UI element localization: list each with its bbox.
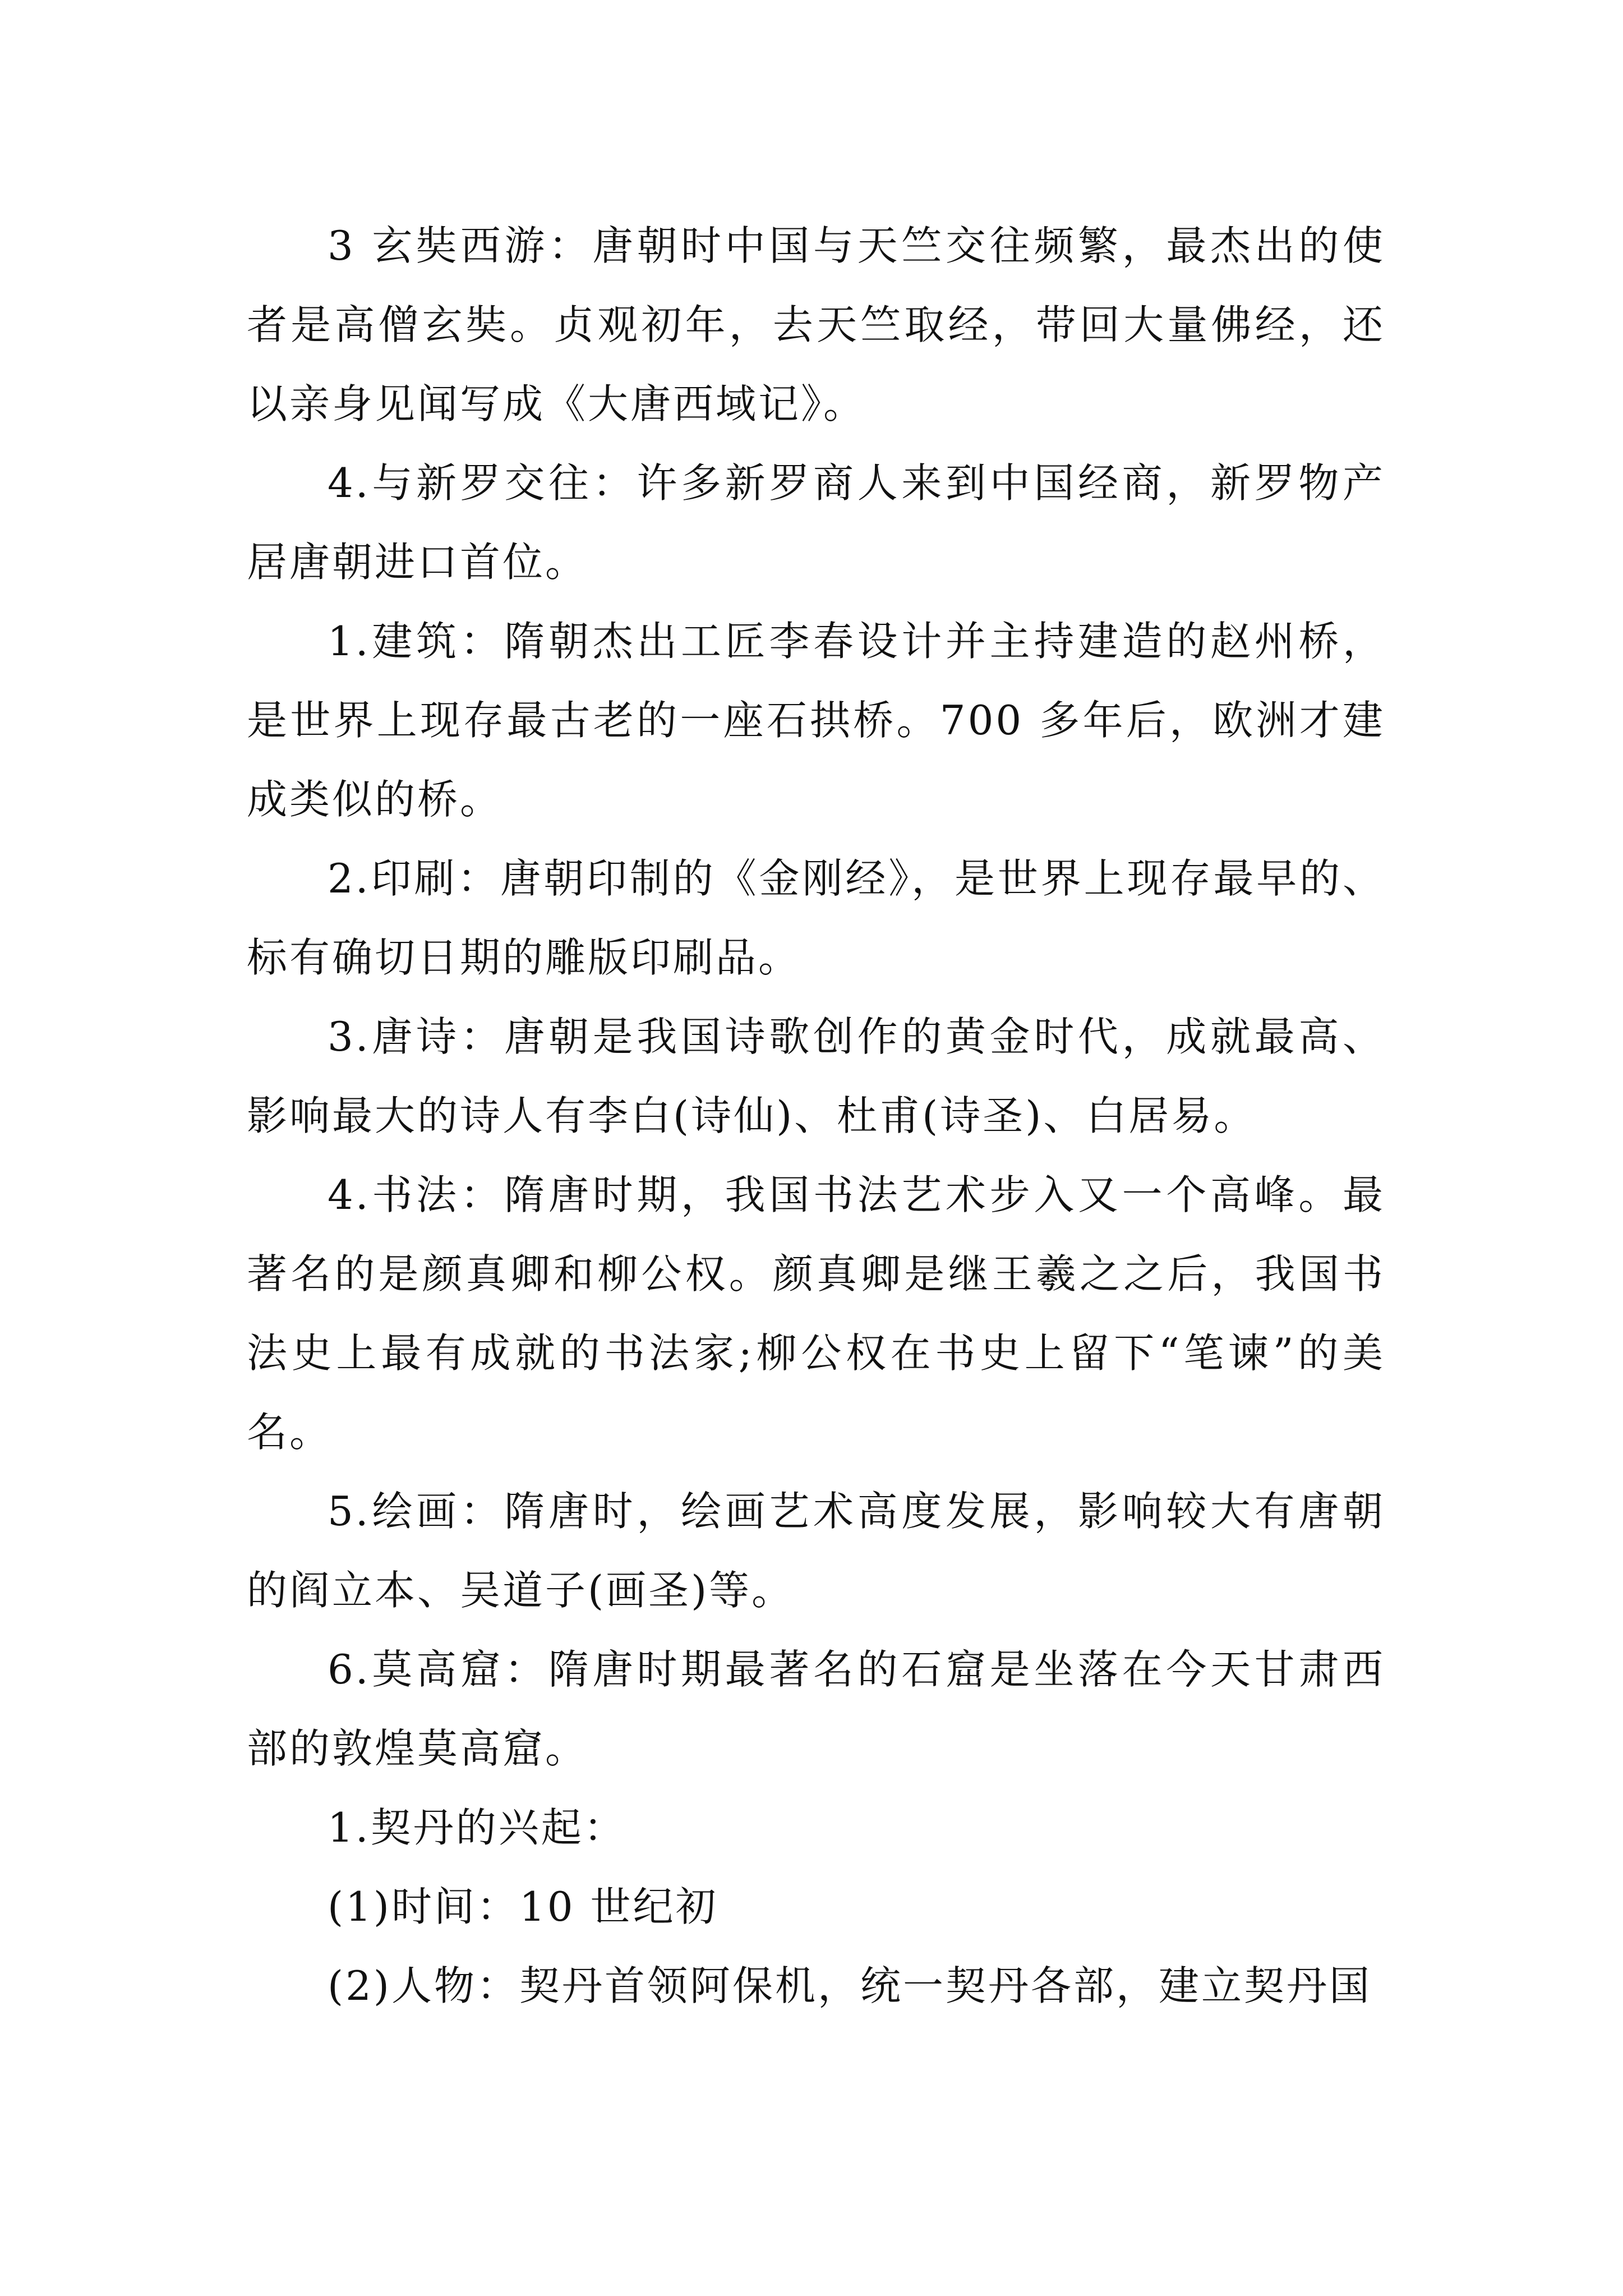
paragraph-painting: 5.绘画：隋唐时，绘画艺术高度发展，影响较大有唐朝的阎立本、吴道子(画圣)等。 bbox=[247, 1488, 1385, 1614]
paragraph-xuanzang: 3 玄奘西游：唐朝时中国与天竺交往频繁，最杰出的使者是高僧玄奘。贞观初年，去天竺取经，带回大量佛经，还以亲身见闻写成《大唐西域记》。 bbox=[247, 222, 1385, 427]
paragraph-calligraphy: 4.书法：隋唐时期，我国书法艺术步入又一个高峰。最著名的是颜真卿和柳公权。颜真卿是继王羲之之后，我国书法史上最有成就的书法家;柳公权在书史上留下“笔谏”的美名。 bbox=[247, 1171, 1385, 1456]
paragraph-silla: 4.与新罗交往：许多新罗商人来到中国经商，新罗物产居唐朝进口首位。 bbox=[247, 459, 1385, 586]
paragraph-tang-poetry: 3.唐诗：唐朝是我国诗歌创作的黄金时代，成就最高、影响最大的诗人有李白(诗仙)、杜甫(诗圣)、白居易。 bbox=[247, 1013, 1385, 1139]
document-body bbox=[247, 206, 1385, 2026]
paragraph-khitan-person: (2)人物：契丹首领阿保机，统一契丹各部，建立契丹国 bbox=[328, 1962, 1372, 2009]
paragraph-architecture: 1.建筑：隋朝杰出工匠李春设计并主持建造的赵州桥，是世界上现存最古老的一座石拱桥。700 多年后，欧洲才建成类似的桥。 bbox=[247, 618, 1385, 823]
paragraph-printing: 2.印刷：唐朝印制的《金刚经》，是世界上现存最早的、标有确切日期的雕版印刷品。 bbox=[247, 855, 1385, 981]
paragraph-khitan-rise: 1.契丹的兴起： bbox=[328, 1804, 626, 1851]
paragraph-mogao-caves: 6.莫高窟：隋唐时期最著名的石窟是坐落在今天甘肃西部的敦煌莫高窟。 bbox=[247, 1646, 1385, 1772]
paragraph-khitan-time: (1)时间：10 世纪初 bbox=[328, 1883, 718, 1930]
